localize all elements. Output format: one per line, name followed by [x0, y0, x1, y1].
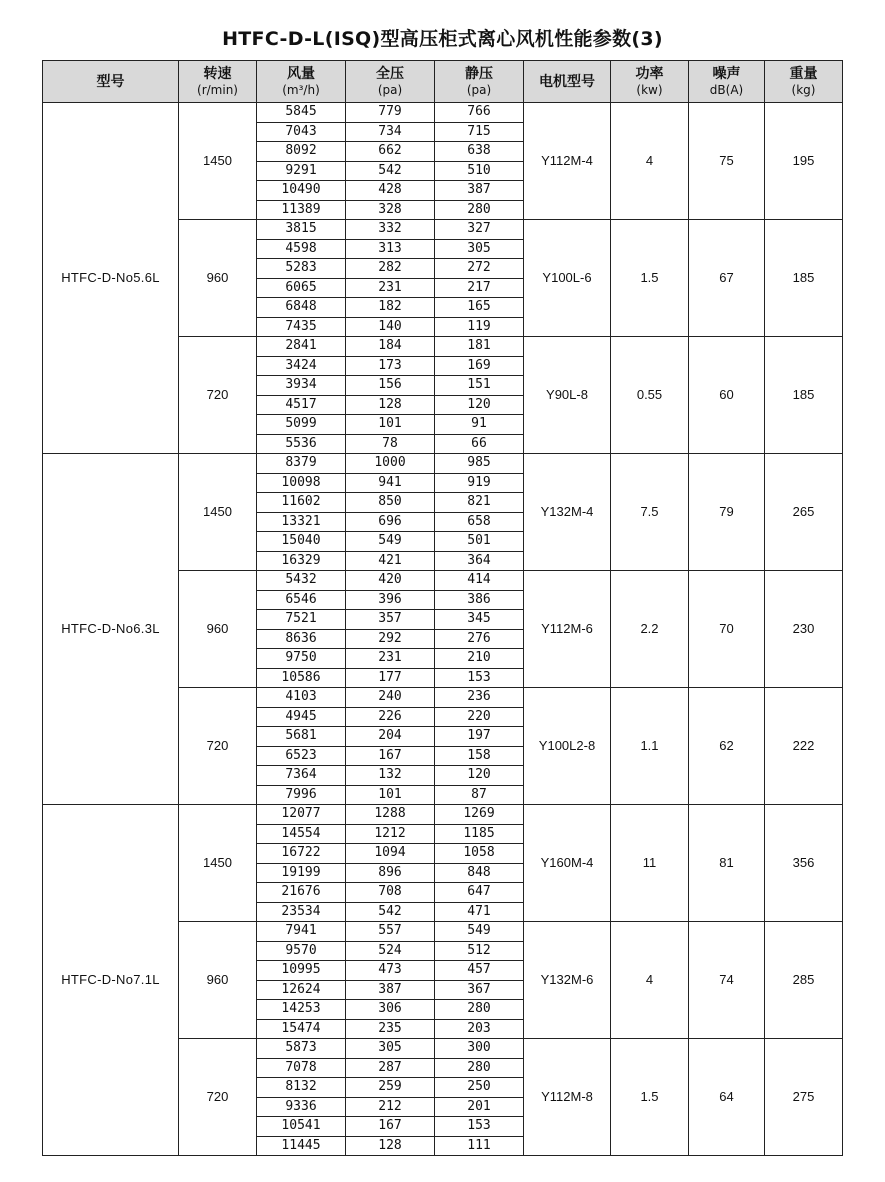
static-pressure-cell: 250 — [435, 1078, 524, 1098]
static-pressure-cell: 236 — [435, 688, 524, 708]
airflow-cell: 10995 — [257, 961, 346, 981]
static-pressure-cell: 1185 — [435, 824, 524, 844]
static-pressure-cell: 471 — [435, 902, 524, 922]
total-pressure-cell: 421 — [346, 551, 435, 571]
total-pressure-cell: 542 — [346, 902, 435, 922]
table-row — [43, 103, 843, 123]
airflow-cell: 23534 — [257, 902, 346, 922]
motor-cell: Y160M-4 — [524, 805, 611, 922]
total-pressure-cell: 1288 — [346, 805, 435, 825]
total-pressure-cell: 896 — [346, 863, 435, 883]
noise-cell: 79 — [689, 454, 765, 571]
airflow-cell: 9750 — [257, 649, 346, 669]
total-pressure-cell: 173 — [346, 356, 435, 376]
total-pressure-cell: 140 — [346, 317, 435, 337]
static-pressure-cell: 386 — [435, 590, 524, 610]
header-motor: 电机型号 — [524, 61, 611, 103]
total-pressure-cell: 734 — [346, 122, 435, 142]
static-pressure-cell: 120 — [435, 395, 524, 415]
airflow-cell: 7078 — [257, 1058, 346, 1078]
static-pressure-cell: 305 — [435, 239, 524, 259]
speed-cell: 960 — [179, 922, 257, 1039]
power-cell: 1.5 — [611, 1039, 689, 1156]
total-pressure-cell: 313 — [346, 239, 435, 259]
airflow-cell: 4103 — [257, 688, 346, 708]
static-pressure-cell: 766 — [435, 103, 524, 123]
static-pressure-cell: 414 — [435, 571, 524, 591]
speed-cell: 960 — [179, 571, 257, 688]
total-pressure-cell: 524 — [346, 941, 435, 961]
total-pressure-cell: 78 — [346, 434, 435, 454]
total-pressure-cell: 259 — [346, 1078, 435, 1098]
airflow-cell: 15040 — [257, 532, 346, 552]
airflow-cell: 16329 — [257, 551, 346, 571]
weight-cell: 185 — [765, 337, 843, 454]
static-pressure-cell: 1058 — [435, 844, 524, 864]
static-pressure-cell: 1269 — [435, 805, 524, 825]
airflow-cell: 11389 — [257, 200, 346, 220]
airflow-cell: 10490 — [257, 181, 346, 201]
total-pressure-cell: 387 — [346, 980, 435, 1000]
total-pressure-cell: 240 — [346, 688, 435, 708]
static-pressure-cell: 66 — [435, 434, 524, 454]
static-pressure-cell: 647 — [435, 883, 524, 903]
static-pressure-cell: 153 — [435, 668, 524, 688]
airflow-cell: 5845 — [257, 103, 346, 123]
total-pressure-cell: 231 — [346, 649, 435, 669]
power-cell: 11 — [611, 805, 689, 922]
static-pressure-cell: 280 — [435, 200, 524, 220]
static-pressure-cell: 300 — [435, 1039, 524, 1059]
header-model: 型号 — [43, 61, 179, 103]
static-pressure-cell: 165 — [435, 298, 524, 318]
airflow-cell: 7941 — [257, 922, 346, 942]
airflow-cell: 15474 — [257, 1019, 346, 1039]
airflow-cell: 9570 — [257, 941, 346, 961]
total-pressure-cell: 204 — [346, 727, 435, 747]
airflow-cell: 11602 — [257, 493, 346, 513]
airflow-cell: 8132 — [257, 1078, 346, 1098]
header-row — [43, 61, 843, 103]
total-pressure-cell: 128 — [346, 395, 435, 415]
static-pressure-cell: 387 — [435, 181, 524, 201]
total-pressure-cell: 1000 — [346, 454, 435, 474]
airflow-cell: 7043 — [257, 122, 346, 142]
total-pressure-cell: 101 — [346, 415, 435, 435]
airflow-cell: 4945 — [257, 707, 346, 727]
weight-cell: 356 — [765, 805, 843, 922]
airflow-cell: 8379 — [257, 454, 346, 474]
total-pressure-cell: 282 — [346, 259, 435, 279]
total-pressure-cell: 101 — [346, 785, 435, 805]
total-pressure-cell: 850 — [346, 493, 435, 513]
header-speed: 转速 (r/min) — [179, 61, 257, 103]
speed-cell: 1450 — [179, 805, 257, 922]
airflow-cell: 14253 — [257, 1000, 346, 1020]
airflow-cell: 16722 — [257, 844, 346, 864]
weight-cell: 265 — [765, 454, 843, 571]
static-pressure-cell: 345 — [435, 610, 524, 630]
static-pressure-cell: 91 — [435, 415, 524, 435]
airflow-cell: 19199 — [257, 863, 346, 883]
airflow-cell: 11445 — [257, 1136, 346, 1156]
airflow-cell: 12624 — [257, 980, 346, 1000]
airflow-cell: 10541 — [257, 1117, 346, 1137]
power-cell: 4 — [611, 922, 689, 1039]
static-pressure-cell: 217 — [435, 278, 524, 298]
airflow-cell: 6065 — [257, 278, 346, 298]
weight-cell: 275 — [765, 1039, 843, 1156]
static-pressure-cell: 153 — [435, 1117, 524, 1137]
total-pressure-cell: 235 — [346, 1019, 435, 1039]
total-pressure-cell: 941 — [346, 473, 435, 493]
airflow-cell: 5873 — [257, 1039, 346, 1059]
static-pressure-cell: 510 — [435, 161, 524, 181]
airflow-cell: 6546 — [257, 590, 346, 610]
static-pressure-cell: 280 — [435, 1000, 524, 1020]
static-pressure-cell: 501 — [435, 532, 524, 552]
performance-table — [42, 60, 843, 1156]
static-pressure-cell: 120 — [435, 766, 524, 786]
speed-cell: 720 — [179, 1039, 257, 1156]
power-cell: 1.1 — [611, 688, 689, 805]
total-pressure-cell: 177 — [346, 668, 435, 688]
airflow-cell: 8092 — [257, 142, 346, 162]
header-weight: 重量 (kg) — [765, 61, 843, 103]
airflow-cell: 5681 — [257, 727, 346, 747]
header-noise: 噪声 dB(A) — [689, 61, 765, 103]
airflow-cell: 12077 — [257, 805, 346, 825]
total-pressure-cell: 332 — [346, 220, 435, 240]
airflow-cell: 10098 — [257, 473, 346, 493]
airflow-cell: 7521 — [257, 610, 346, 630]
model-cell: HTFC-D-No7.1L — [43, 805, 179, 1156]
airflow-cell: 5099 — [257, 415, 346, 435]
airflow-cell: 21676 — [257, 883, 346, 903]
static-pressure-cell: 220 — [435, 707, 524, 727]
weight-cell: 285 — [765, 922, 843, 1039]
motor-cell: Y100L2-8 — [524, 688, 611, 805]
airflow-cell: 7435 — [257, 317, 346, 337]
total-pressure-cell: 420 — [346, 571, 435, 591]
motor-cell: Y112M-4 — [524, 103, 611, 220]
total-pressure-cell: 132 — [346, 766, 435, 786]
static-pressure-cell: 985 — [435, 454, 524, 474]
static-pressure-cell: 272 — [435, 259, 524, 279]
total-pressure-cell: 1212 — [346, 824, 435, 844]
total-pressure-cell: 328 — [346, 200, 435, 220]
noise-cell: 67 — [689, 220, 765, 337]
total-pressure-cell: 306 — [346, 1000, 435, 1020]
static-pressure-cell: 276 — [435, 629, 524, 649]
motor-cell: Y112M-8 — [524, 1039, 611, 1156]
static-pressure-cell: 111 — [435, 1136, 524, 1156]
motor-cell: Y100L-6 — [524, 220, 611, 337]
static-pressure-cell: 203 — [435, 1019, 524, 1039]
static-pressure-cell: 364 — [435, 551, 524, 571]
noise-cell: 75 — [689, 103, 765, 220]
speed-cell: 1450 — [179, 103, 257, 220]
total-pressure-cell: 184 — [346, 337, 435, 357]
total-pressure-cell: 779 — [346, 103, 435, 123]
static-pressure-cell: 658 — [435, 512, 524, 532]
page-title: HTFC-D-L(ISQ)型高压柜式离心风机性能参数(3) — [222, 28, 663, 50]
total-pressure-cell: 542 — [346, 161, 435, 181]
airflow-cell: 5432 — [257, 571, 346, 591]
airflow-cell: 3934 — [257, 376, 346, 396]
static-pressure-cell: 367 — [435, 980, 524, 1000]
noise-cell: 62 — [689, 688, 765, 805]
noise-cell: 74 — [689, 922, 765, 1039]
total-pressure-cell: 182 — [346, 298, 435, 318]
airflow-cell: 10586 — [257, 668, 346, 688]
total-pressure-cell: 292 — [346, 629, 435, 649]
power-cell: 1.5 — [611, 220, 689, 337]
airflow-cell: 3424 — [257, 356, 346, 376]
weight-cell: 195 — [765, 103, 843, 220]
airflow-cell: 7364 — [257, 766, 346, 786]
total-pressure-cell: 212 — [346, 1097, 435, 1117]
noise-cell: 70 — [689, 571, 765, 688]
total-pressure-cell: 473 — [346, 961, 435, 981]
static-pressure-cell: 280 — [435, 1058, 524, 1078]
total-pressure-cell: 557 — [346, 922, 435, 942]
static-pressure-cell: 715 — [435, 122, 524, 142]
model-cell: HTFC-D-No5.6L — [43, 103, 179, 454]
total-pressure-cell: 396 — [346, 590, 435, 610]
static-pressure-cell: 181 — [435, 337, 524, 357]
total-pressure-cell: 128 — [346, 1136, 435, 1156]
power-cell: 2.2 — [611, 571, 689, 688]
total-pressure-cell: 357 — [346, 610, 435, 630]
table-row — [43, 805, 843, 825]
airflow-cell: 14554 — [257, 824, 346, 844]
total-pressure-cell: 708 — [346, 883, 435, 903]
static-pressure-cell: 512 — [435, 941, 524, 961]
static-pressure-cell: 197 — [435, 727, 524, 747]
noise-cell: 60 — [689, 337, 765, 454]
weight-cell: 230 — [765, 571, 843, 688]
power-cell: 0.55 — [611, 337, 689, 454]
speed-cell: 720 — [179, 337, 257, 454]
static-pressure-cell: 457 — [435, 961, 524, 981]
static-pressure-cell: 638 — [435, 142, 524, 162]
total-pressure-cell: 167 — [346, 746, 435, 766]
table-row — [43, 454, 843, 474]
static-pressure-cell: 119 — [435, 317, 524, 337]
noise-cell: 81 — [689, 805, 765, 922]
airflow-cell: 9291 — [257, 161, 346, 181]
airflow-cell: 6848 — [257, 298, 346, 318]
total-pressure-cell: 287 — [346, 1058, 435, 1078]
total-pressure-cell: 696 — [346, 512, 435, 532]
header-total-pressure: 全压 (pa) — [346, 61, 435, 103]
static-pressure-cell: 210 — [435, 649, 524, 669]
airflow-cell: 5536 — [257, 434, 346, 454]
table-body — [43, 103, 843, 1156]
total-pressure-cell: 428 — [346, 181, 435, 201]
weight-cell: 222 — [765, 688, 843, 805]
noise-cell: 64 — [689, 1039, 765, 1156]
total-pressure-cell: 226 — [346, 707, 435, 727]
airflow-cell: 4517 — [257, 395, 346, 415]
total-pressure-cell: 549 — [346, 532, 435, 552]
airflow-cell: 3815 — [257, 220, 346, 240]
airflow-cell: 8636 — [257, 629, 346, 649]
airflow-cell: 6523 — [257, 746, 346, 766]
motor-cell: Y112M-6 — [524, 571, 611, 688]
header-airflow: 风量 (m³/h) — [257, 61, 346, 103]
static-pressure-cell: 327 — [435, 220, 524, 240]
power-cell: 7.5 — [611, 454, 689, 571]
model-cell: HTFC-D-No6.3L — [43, 454, 179, 805]
static-pressure-cell: 549 — [435, 922, 524, 942]
total-pressure-cell: 156 — [346, 376, 435, 396]
static-pressure-cell: 151 — [435, 376, 524, 396]
static-pressure-cell: 821 — [435, 493, 524, 513]
total-pressure-cell: 662 — [346, 142, 435, 162]
speed-cell: 1450 — [179, 454, 257, 571]
airflow-cell: 2841 — [257, 337, 346, 357]
speed-cell: 960 — [179, 220, 257, 337]
motor-cell: Y132M-4 — [524, 454, 611, 571]
static-pressure-cell: 919 — [435, 473, 524, 493]
power-cell: 4 — [611, 103, 689, 220]
total-pressure-cell: 1094 — [346, 844, 435, 864]
speed-cell: 720 — [179, 688, 257, 805]
header-static-pressure: 静压 (pa) — [435, 61, 524, 103]
airflow-cell: 7996 — [257, 785, 346, 805]
total-pressure-cell: 231 — [346, 278, 435, 298]
weight-cell: 185 — [765, 220, 843, 337]
static-pressure-cell: 158 — [435, 746, 524, 766]
airflow-cell: 5283 — [257, 259, 346, 279]
static-pressure-cell: 169 — [435, 356, 524, 376]
airflow-cell: 4598 — [257, 239, 346, 259]
static-pressure-cell: 848 — [435, 863, 524, 883]
static-pressure-cell: 201 — [435, 1097, 524, 1117]
header-power: 功率 (kw) — [611, 61, 689, 103]
motor-cell: Y132M-6 — [524, 922, 611, 1039]
motor-cell: Y90L-8 — [524, 337, 611, 454]
total-pressure-cell: 305 — [346, 1039, 435, 1059]
static-pressure-cell: 87 — [435, 785, 524, 805]
airflow-cell: 13321 — [257, 512, 346, 532]
airflow-cell: 9336 — [257, 1097, 346, 1117]
total-pressure-cell: 167 — [346, 1117, 435, 1137]
